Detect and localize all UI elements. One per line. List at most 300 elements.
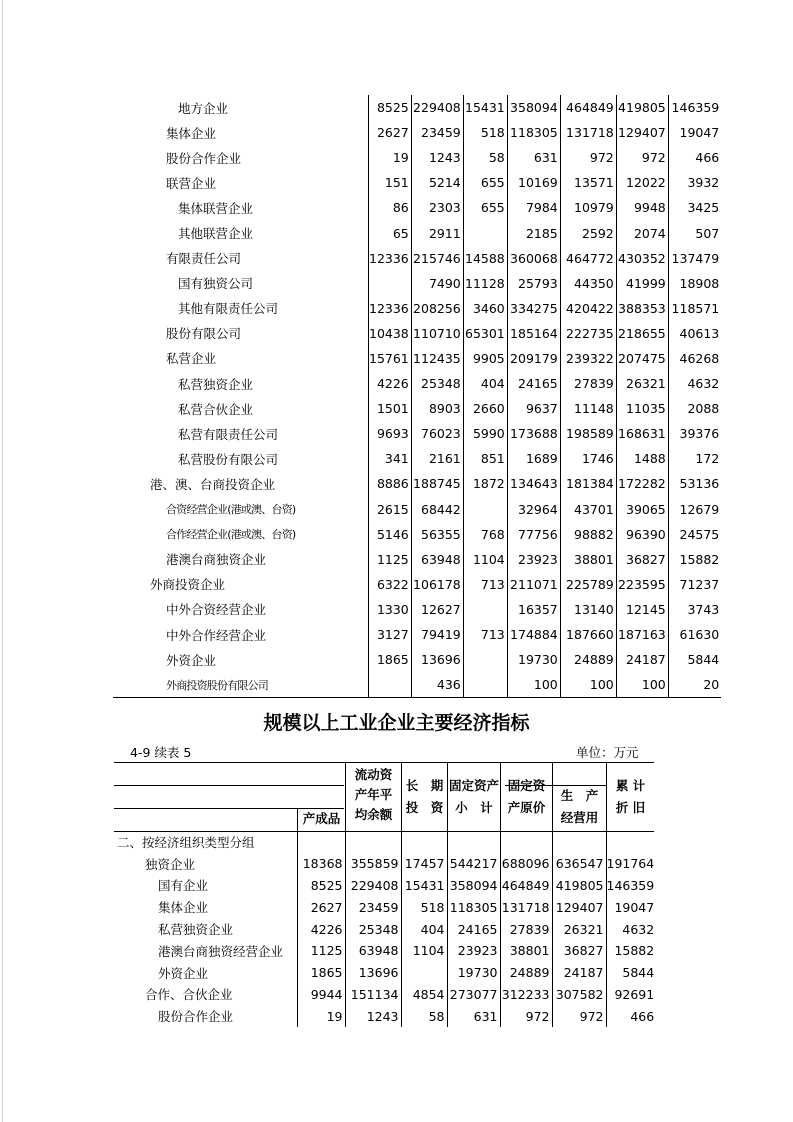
value-cell: 100 <box>507 672 560 698</box>
value-cell: 15431 <box>401 875 447 897</box>
value-cell: 19047 <box>668 120 721 145</box>
value-cell: 229408 <box>345 875 401 897</box>
value-cell: 464849 <box>500 875 552 897</box>
value-cell: 198589 <box>560 421 616 446</box>
value-cell: 46268 <box>668 346 721 371</box>
header-finished-goods: 产成品 <box>302 811 341 826</box>
value-cell: 972 <box>552 1005 606 1027</box>
value-cell: 466 <box>606 1005 656 1027</box>
value-cell: 134643 <box>507 471 560 496</box>
value-cell: 5146 <box>369 522 412 547</box>
value-cell <box>401 962 447 984</box>
table-row <box>113 672 721 698</box>
value-cell: 61630 <box>668 622 721 647</box>
header-production-line1: 生 产 <box>560 788 599 803</box>
value-cell: 38801 <box>500 940 552 962</box>
table-id: 4-9 续表 5 <box>130 745 192 760</box>
row-label: 港澳台商独资经营企业 <box>158 943 284 959</box>
table-row <box>113 572 721 597</box>
value-cell: 11128 <box>463 271 507 296</box>
value-cell: 146359 <box>668 95 721 120</box>
table-row <box>113 446 721 471</box>
header-current-assets-line1: 流动资 <box>354 767 393 782</box>
value-cell: 187163 <box>616 622 668 647</box>
value-cell: 25793 <box>507 271 560 296</box>
value-cell: 972 <box>500 1005 552 1027</box>
value-cell: 1746 <box>560 446 616 471</box>
value-cell: 420422 <box>560 296 616 321</box>
value-cell: 4226 <box>297 918 345 940</box>
value-cell: 1689 <box>507 446 560 471</box>
value-cell: 7490 <box>411 271 463 296</box>
value-cell: 188745 <box>411 471 463 496</box>
value-cell: 713 <box>463 622 507 647</box>
value-cell: 2303 <box>411 195 463 220</box>
row-label: 外资企业 <box>158 965 209 981</box>
table-row <box>113 547 721 572</box>
table-row <box>113 321 721 346</box>
value-cell: 3932 <box>668 170 721 195</box>
value-cell: 76023 <box>411 421 463 446</box>
value-cell: 688096 <box>500 853 552 875</box>
value-cell: 13696 <box>345 962 401 984</box>
table-row <box>113 918 656 940</box>
table-row <box>113 271 721 296</box>
value-cell: 168631 <box>616 421 668 446</box>
value-cell: 23459 <box>345 896 401 918</box>
row-label: 私营有限责任公司 <box>178 426 279 442</box>
row-label: 国有独资公司 <box>178 276 254 292</box>
table-row <box>113 421 721 446</box>
table-row <box>113 220 721 245</box>
header-production-line2: 经营用 <box>560 810 599 825</box>
value-cell: 3127 <box>369 622 412 647</box>
value-cell: 9637 <box>507 396 560 421</box>
value-cell: 98882 <box>560 522 616 547</box>
row-label: 港澳台商独资企业 <box>166 552 267 568</box>
value-cell: 185164 <box>507 321 560 346</box>
value-cell: 6322 <box>369 572 412 597</box>
row-label: 中外合作经营企业 <box>166 627 267 643</box>
value-cell: 211071 <box>507 572 560 597</box>
value-cell: 174884 <box>507 622 560 647</box>
value-cell: 334275 <box>507 296 560 321</box>
value-cell: 436 <box>411 672 463 698</box>
value-cell: 768 <box>463 522 507 547</box>
value-cell: 41999 <box>616 271 668 296</box>
value-cell: 44350 <box>560 271 616 296</box>
row-label: 私营股份有限公司 <box>178 451 279 467</box>
value-cell: 273077 <box>447 984 500 1006</box>
value-cell: 131718 <box>500 896 552 918</box>
value-cell: 71237 <box>668 572 721 597</box>
section-title: 规模以上工业企业主要经济指标 <box>263 712 530 734</box>
table-row <box>113 120 721 145</box>
table-row <box>113 497 721 522</box>
value-cell: 26321 <box>616 371 668 396</box>
value-cell: 172 <box>668 446 721 471</box>
row-label: 地方企业 <box>178 100 229 116</box>
value-cell: 112435 <box>411 346 463 371</box>
value-cell: 24165 <box>507 371 560 396</box>
value-cell: 11148 <box>560 396 616 421</box>
table-row <box>113 195 721 220</box>
table-row <box>113 896 656 918</box>
row-label: 有限责任公司 <box>166 251 242 267</box>
value-cell: 12627 <box>411 597 463 622</box>
value-cell: 15761 <box>369 346 412 371</box>
row-label: 外商投资企业 <box>150 577 226 593</box>
value-cell: 466 <box>668 145 721 170</box>
table-header <box>114 762 654 832</box>
table-row <box>113 246 721 271</box>
row-label: 其他有限责任公司 <box>178 301 279 317</box>
value-cell: 18368 <box>297 853 345 875</box>
value-cell: 1488 <box>616 446 668 471</box>
value-cell: 23459 <box>411 120 463 145</box>
value-cell <box>552 831 606 853</box>
value-cell: 9948 <box>616 195 668 220</box>
value-cell: 19 <box>369 145 412 170</box>
value-cell: 1865 <box>369 647 412 672</box>
row-label: 联营企业 <box>166 175 217 191</box>
value-cell <box>369 271 412 296</box>
value-cell: 8525 <box>369 95 412 120</box>
value-cell: 18908 <box>668 271 721 296</box>
value-cell: 19730 <box>507 647 560 672</box>
value-cell: 56355 <box>411 522 463 547</box>
value-cell: 3743 <box>668 597 721 622</box>
value-cell: 636547 <box>552 853 606 875</box>
value-cell: 43701 <box>560 497 616 522</box>
value-cell: 32964 <box>507 497 560 522</box>
value-cell: 1104 <box>463 547 507 572</box>
value-cell: 19730 <box>447 962 500 984</box>
value-cell: 27839 <box>500 918 552 940</box>
value-cell: 972 <box>560 145 616 170</box>
value-cell: 173688 <box>507 421 560 446</box>
table-row <box>113 622 721 647</box>
upper-data-table <box>113 95 721 698</box>
table-row <box>113 371 721 396</box>
row-label: 中外合资经营企业 <box>166 602 267 618</box>
value-cell: 9693 <box>369 421 412 446</box>
header-long-term-investment <box>402 775 447 819</box>
value-cell: 419805 <box>616 95 668 120</box>
value-cell: 3425 <box>668 195 721 220</box>
value-cell: 2627 <box>369 120 412 145</box>
row-label: 股份合作企业 <box>158 1009 234 1025</box>
value-cell: 7984 <box>507 195 560 220</box>
value-cell: 23923 <box>447 940 500 962</box>
value-cell <box>500 831 552 853</box>
value-cell: 13571 <box>560 170 616 195</box>
value-cell: 544217 <box>447 853 500 875</box>
value-cell: 207475 <box>616 346 668 371</box>
table-row <box>113 647 721 672</box>
value-cell: 12679 <box>668 497 721 522</box>
value-cell: 9944 <box>297 984 345 1006</box>
header-fixed-assets-line1: 固定资产 <box>448 778 499 793</box>
value-cell: 118305 <box>507 120 560 145</box>
lower-data-table <box>113 831 656 1027</box>
value-cell: 5844 <box>668 647 721 672</box>
value-cell: 129407 <box>616 120 668 145</box>
value-cell: 222735 <box>560 321 616 346</box>
table-row <box>113 522 721 547</box>
row-label: 外商投资股份有限公司 <box>166 678 268 692</box>
row-label: 港、澳、台商投资企业 <box>150 476 276 492</box>
value-cell: 26321 <box>552 918 606 940</box>
value-cell: 518 <box>463 120 507 145</box>
value-cell: 1125 <box>369 547 412 572</box>
value-cell: 2088 <box>668 396 721 421</box>
value-cell: 355859 <box>345 853 401 875</box>
row-label: 合作、合伙企业 <box>145 987 233 1003</box>
header-fixed-assets-line2: 小 计 <box>455 800 493 815</box>
value-cell: 24187 <box>552 962 606 984</box>
value-cell: 16357 <box>507 597 560 622</box>
value-cell: 12022 <box>616 170 668 195</box>
value-cell: 58 <box>401 1005 447 1027</box>
table-row <box>113 296 721 321</box>
value-cell: 358094 <box>447 875 500 897</box>
row-label: 国有企业 <box>158 878 209 894</box>
value-cell: 2627 <box>297 896 345 918</box>
value-cell: 419805 <box>552 875 606 897</box>
value-cell: 518 <box>401 896 447 918</box>
table-row <box>113 875 656 897</box>
value-cell: 4854 <box>401 984 447 1006</box>
value-cell: 4226 <box>369 371 412 396</box>
row-label: 合资经营企业(港或澳、台资) <box>166 503 296 517</box>
table-row <box>113 170 721 195</box>
table-row <box>113 962 656 984</box>
value-cell: 65301 <box>463 321 507 346</box>
value-cell: 1243 <box>345 1005 401 1027</box>
value-cell: 360068 <box>507 246 560 271</box>
value-cell: 24575 <box>668 522 721 547</box>
table-row <box>113 984 656 1006</box>
unit-label: 单位：万元 <box>576 745 639 760</box>
value-cell: 10169 <box>507 170 560 195</box>
row-label: 私营合伙企业 <box>178 401 254 417</box>
header-current-assets <box>346 765 401 825</box>
value-cell: 341 <box>369 446 412 471</box>
value-cell <box>463 497 507 522</box>
value-cell: 631 <box>447 1005 500 1027</box>
value-cell: 63948 <box>345 940 401 962</box>
value-cell <box>447 831 500 853</box>
value-cell: 137479 <box>668 246 721 271</box>
header-fixed-assets-original <box>501 775 552 819</box>
value-cell: 13140 <box>560 597 616 622</box>
value-cell: 68442 <box>411 497 463 522</box>
value-cell <box>463 597 507 622</box>
header-depreciation-line2: 折 旧 <box>615 800 646 815</box>
value-cell: 2074 <box>616 220 668 245</box>
value-cell: 13696 <box>411 647 463 672</box>
value-cell: 218655 <box>616 321 668 346</box>
value-cell: 5844 <box>606 962 656 984</box>
value-cell: 972 <box>616 145 668 170</box>
value-cell: 14588 <box>463 246 507 271</box>
value-cell: 464849 <box>560 95 616 120</box>
value-cell: 86 <box>369 195 412 220</box>
value-cell: 36827 <box>616 547 668 572</box>
table-row <box>113 940 656 962</box>
row-label: 外资企业 <box>166 652 217 668</box>
value-cell: 655 <box>463 170 507 195</box>
value-cell: 239322 <box>560 346 616 371</box>
value-cell <box>297 831 345 853</box>
header-current-assets-line3: 均余额 <box>354 807 393 822</box>
value-cell: 1243 <box>411 145 463 170</box>
value-cell: 92691 <box>606 984 656 1006</box>
value-cell: 53136 <box>668 471 721 496</box>
header-production-use <box>553 785 606 829</box>
value-cell: 1501 <box>369 396 412 421</box>
value-cell: 15431 <box>463 95 507 120</box>
value-cell: 5214 <box>411 170 463 195</box>
value-cell <box>606 831 656 853</box>
value-cell: 2615 <box>369 497 412 522</box>
value-cell: 100 <box>616 672 668 698</box>
value-cell: 225789 <box>560 572 616 597</box>
value-cell: 307582 <box>552 984 606 1006</box>
value-cell: 40613 <box>668 321 721 346</box>
value-cell: 129407 <box>552 896 606 918</box>
value-cell: 118571 <box>668 296 721 321</box>
value-cell: 27839 <box>560 371 616 396</box>
value-cell: 1104 <box>401 940 447 962</box>
value-cell: 312233 <box>500 984 552 1006</box>
value-cell <box>463 220 507 245</box>
value-cell <box>463 672 507 698</box>
value-cell: 15882 <box>606 940 656 962</box>
table-row <box>113 396 721 421</box>
row-label: 集体联营企业 <box>178 200 254 216</box>
value-cell: 1125 <box>297 940 345 962</box>
value-cell: 25348 <box>345 918 401 940</box>
value-cell: 12336 <box>369 296 412 321</box>
value-cell: 39065 <box>616 497 668 522</box>
header-long-term-line2: 投 资 <box>405 800 444 815</box>
value-cell <box>463 647 507 672</box>
value-cell: 4632 <box>606 918 656 940</box>
value-cell: 63948 <box>411 547 463 572</box>
value-cell: 19047 <box>606 896 656 918</box>
value-cell: 36827 <box>552 940 606 962</box>
value-cell: 430352 <box>616 246 668 271</box>
table-row <box>113 597 721 622</box>
value-cell: 2592 <box>560 220 616 245</box>
value-cell: 8525 <box>297 875 345 897</box>
row-label: 私营企业 <box>166 351 217 367</box>
value-cell: 191764 <box>606 853 656 875</box>
table-row <box>113 831 656 853</box>
value-cell: 851 <box>463 446 507 471</box>
value-cell: 215746 <box>411 246 463 271</box>
value-cell: 5990 <box>463 421 507 446</box>
value-cell: 358094 <box>507 95 560 120</box>
row-label: 独资企业 <box>145 856 196 872</box>
value-cell: 655 <box>463 195 507 220</box>
value-cell: 24187 <box>616 647 668 672</box>
header-accumulated-depreciation <box>607 775 654 819</box>
row-label: 股份有限公司 <box>166 326 242 342</box>
value-cell: 507 <box>668 220 721 245</box>
value-cell: 1865 <box>297 962 345 984</box>
value-cell: 229408 <box>411 95 463 120</box>
value-cell: 146359 <box>606 875 656 897</box>
value-cell: 4632 <box>668 371 721 396</box>
value-cell: 24165 <box>447 918 500 940</box>
value-cell: 1330 <box>369 597 412 622</box>
value-cell: 2660 <box>463 396 507 421</box>
value-cell <box>369 672 412 698</box>
header-current-assets-line2: 产年平 <box>354 787 393 802</box>
value-cell: 10979 <box>560 195 616 220</box>
value-cell: 404 <box>463 371 507 396</box>
value-cell: 106178 <box>411 572 463 597</box>
value-cell: 77756 <box>507 522 560 547</box>
value-cell: 209179 <box>507 346 560 371</box>
value-cell: 24889 <box>560 647 616 672</box>
value-cell: 19 <box>297 1005 345 1027</box>
value-cell: 39376 <box>668 421 721 446</box>
value-cell: 15882 <box>668 547 721 572</box>
value-cell: 713 <box>463 572 507 597</box>
value-cell: 118305 <box>447 896 500 918</box>
header-long-term-line1: 长 期 <box>405 778 444 793</box>
table-row <box>113 145 721 170</box>
value-cell: 2161 <box>411 446 463 471</box>
value-cell: 8903 <box>411 396 463 421</box>
row-label: 合作经营企业(港或澳、台资) <box>166 528 296 542</box>
value-cell: 223595 <box>616 572 668 597</box>
value-cell: 8886 <box>369 471 412 496</box>
value-cell <box>401 831 447 853</box>
value-cell: 151134 <box>345 984 401 1006</box>
value-cell: 151 <box>369 170 412 195</box>
value-cell: 3460 <box>463 296 507 321</box>
value-cell: 65 <box>369 220 412 245</box>
value-cell: 2911 <box>411 220 463 245</box>
value-cell: 11035 <box>616 396 668 421</box>
value-cell: 110710 <box>411 321 463 346</box>
header-depreciation-line1: 累 计 <box>615 778 646 793</box>
value-cell: 172282 <box>616 471 668 496</box>
row-label: 二、按经济组织类型分组 <box>117 834 255 850</box>
table-row <box>113 471 721 496</box>
value-cell: 181384 <box>560 471 616 496</box>
row-label: 其他联营企业 <box>178 226 254 242</box>
value-cell: 20 <box>668 672 721 698</box>
value-cell: 23923 <box>507 547 560 572</box>
header-original-line2: 产原价 <box>507 800 546 815</box>
header-fixed-assets-subtotal <box>448 775 500 819</box>
table-row <box>113 853 656 875</box>
value-cell: 24889 <box>500 962 552 984</box>
page-edge-line <box>2 0 3 1122</box>
value-cell: 12336 <box>369 246 412 271</box>
value-cell: 79419 <box>411 622 463 647</box>
value-cell: 187660 <box>560 622 616 647</box>
value-cell: 404 <box>401 918 447 940</box>
value-cell: 9905 <box>463 346 507 371</box>
value-cell: 208256 <box>411 296 463 321</box>
